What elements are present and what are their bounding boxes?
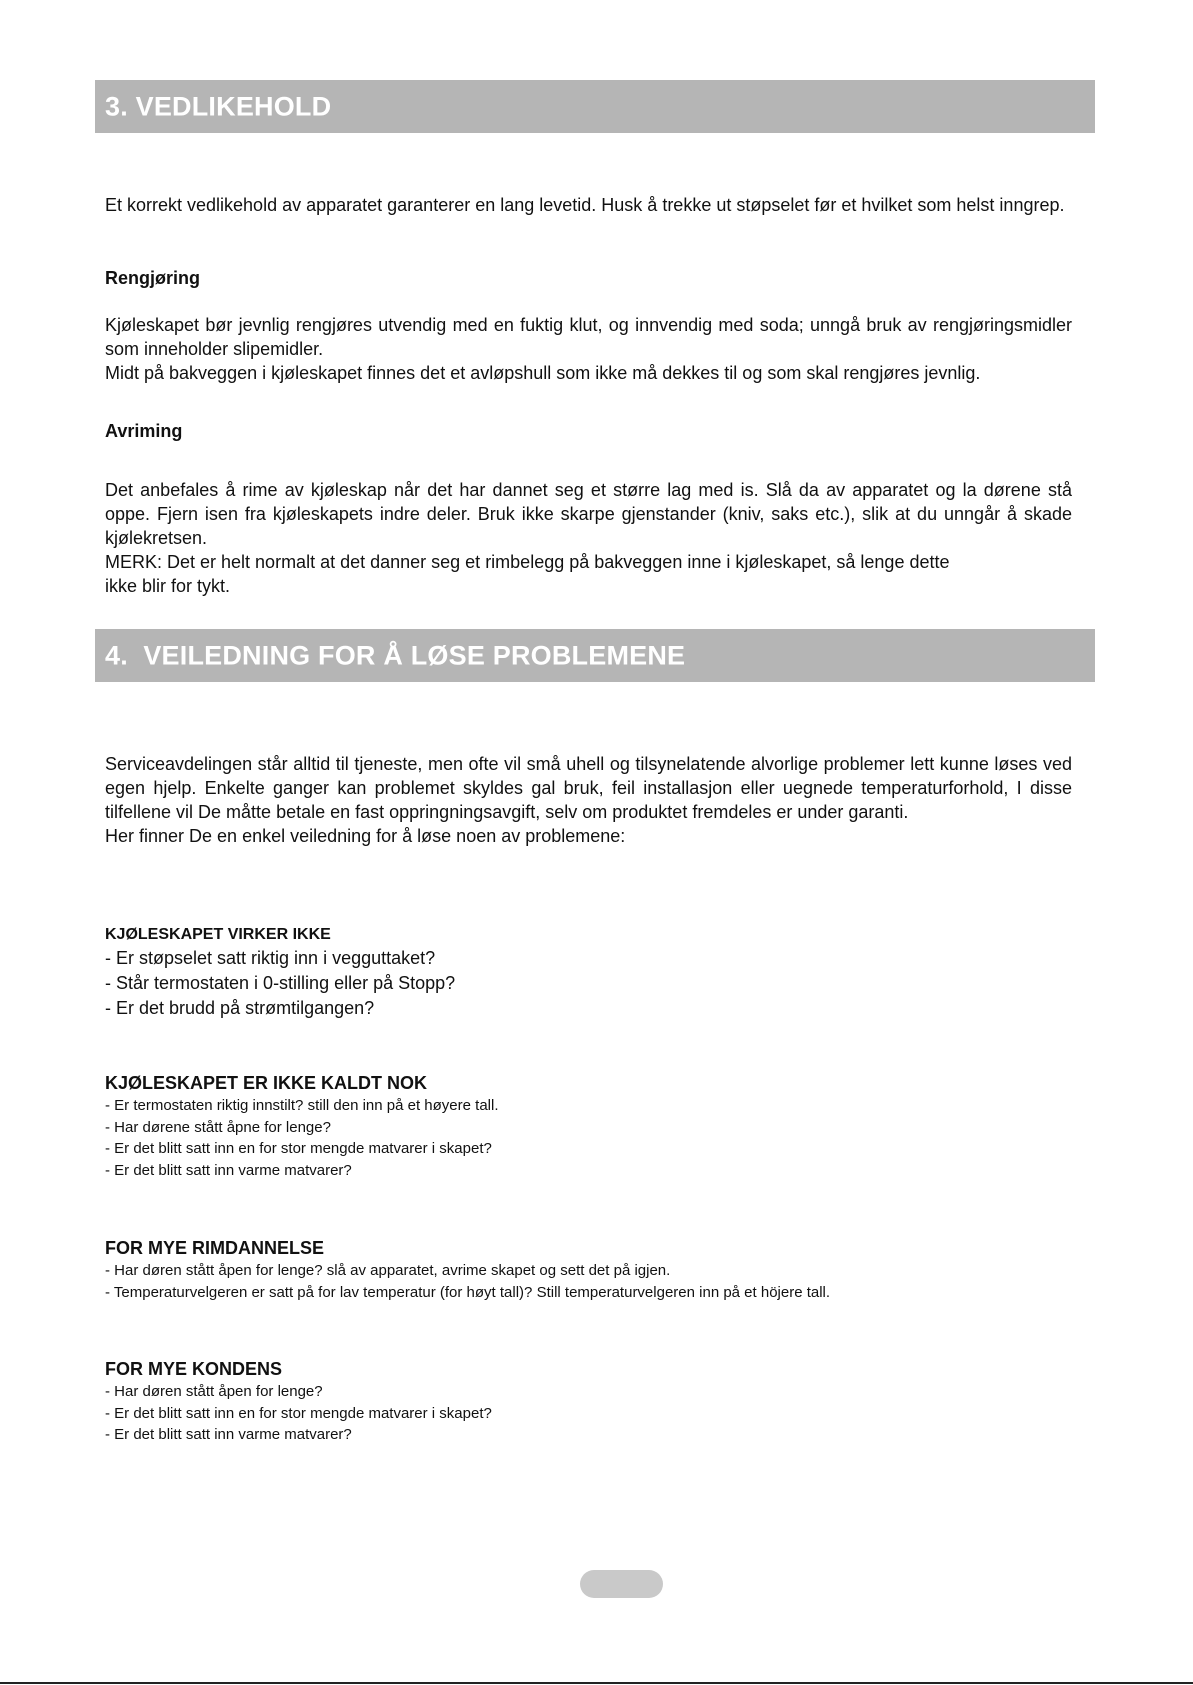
list-item: - Er det blitt satt inn varme matvarer? [105,1161,352,1179]
problem-group-not-cold-enough [105,1071,1072,1181]
list-item: - Har døren stått åpen for lenge? [105,1383,323,1400]
section-4-title: 4. VEILEDNING FOR Å LØSE PROBLEMENE [105,640,686,670]
list-item: - Står termostaten i 0-stilling eller på Stopp? [105,973,456,993]
problem-group-not-working [105,924,1072,1021]
cleaning-heading-block [105,266,1072,290]
defrosting-heading-block [105,419,1072,443]
cleaning-paragraph-1: Kjøleskapet bør jevnlig rengjøres utvendig med en fuktig klut, og innvendig med soda; unngå bruk av rengjøringsmidler som inneholder slipemidler. [105,315,1072,359]
defrosting-note-line-1: MERK: Det er helt normalt at det danner seg et rimbelegg på bakveggen inne i kjøleskapet, så lenge dette [105,552,950,572]
section-3-intro: Et korrekt vedlikehold av apparatet garanterer en lang levetid. Husk å trekke ut støpselet før et hvilket som helst inngrep. [105,195,1065,215]
section-4-intro-last: Her finner De en enkel veiledning for å løse noen av problemene: [105,826,626,846]
problem-heading: FOR MYE KONDENS [105,1359,283,1379]
defrosting-heading: Avriming [105,421,183,441]
section-4-intro-block [105,752,1072,848]
bottom-divider [0,1682,1193,1684]
defrosting-paragraph: Det anbefales å rime av kjøleskap når det har dannet seg et større lag med is. Slå da av apparatet og la dørene stå oppe. Fjern isen fra kjøleskapets indre deler. Bruk ikke skarpe gjenstander (kniv, saks etc.), slik at du unngår å skade kjølekretsen. [105,480,1072,548]
section-3-title: 3. VEDLIKEHOLD [105,91,332,121]
list-item: - Er det blitt satt inn en for stor mengde matvarer i skapet? [105,1404,492,1422]
problem-group-frost [105,1236,1072,1303]
section-3-intro-block [105,193,1072,217]
cleaning-text-block [105,313,1072,385]
list-item: - Er det blitt satt inn varme matvarer? [105,1426,352,1443]
list-item: - Temperaturvelgeren er satt på for lav temperatur (for høyt tall)? Still temperaturvelgeren inn på et höjere tall. [105,1283,831,1301]
problem-heading: KJØLESKAPET ER IKKE KALDT NOK [105,1073,428,1093]
problem-heading: FOR MYE RIMDANNELSE [105,1238,325,1258]
problem-group-condensation [105,1357,1072,1446]
section-4-banner [95,629,1095,682]
cleaning-paragraph-2: Midt på bakveggen i kjøleskapet finnes det et avløpshull som ikke må dekkes til og som skal rengjøres jevnlig. [105,363,981,383]
list-item: - Er det blitt satt inn en for stor mengde matvarer i skapet? [105,1140,492,1157]
cleaning-heading: Rengjøring [105,268,200,288]
problem-heading: KJØLESKAPET VIRKER IKKE [105,926,331,943]
list-item: - Er støpselet satt riktig inn i vegguttaket? [105,948,436,968]
list-item: - Har døren stått åpen for lenge? slå av apparatet, avrime skapet og sett det på igjen. [105,1262,671,1279]
section-3-banner [95,80,1095,133]
list-item: - Er termostaten riktig innstilt? still den inn på et høyere tall. [105,1097,499,1114]
defrosting-note-line-2: ikke blir for tykt. [105,576,231,596]
list-item: - Har dørene stått åpne for lenge? [105,1118,331,1136]
page-number-pill [580,1570,663,1598]
defrosting-text-block [105,478,1072,598]
list-item: - Er det brudd på strømtilgangen? [105,998,375,1018]
section-4-intro: Serviceavdelingen står alltid til tjeneste, men ofte vil små uhell og tilsynelatende alvorlige problemer lett kunne løses ved egen hjelp. Enkelte ganger kan problemet skyldes gal bruk, feil installasjon eller uegnede temperaturforhold, I disse tilfellene vil De måtte betale en fast oppringningsavgift, selv om produktet fremdeles er under garanti. [105,754,1072,822]
